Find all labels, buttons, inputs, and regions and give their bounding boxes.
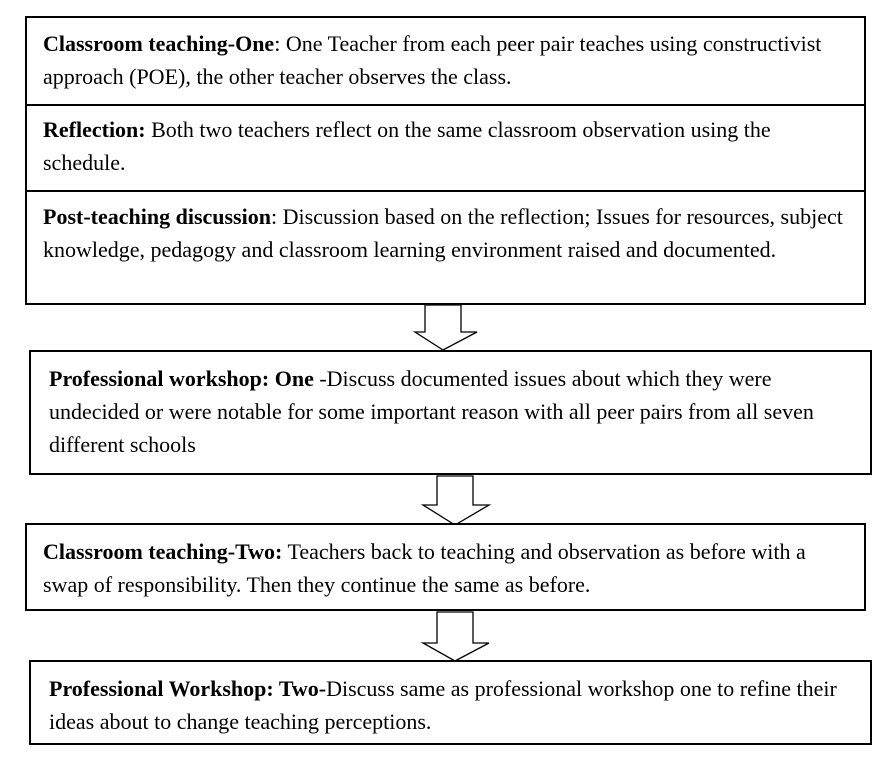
classroom-teaching-one-row bbox=[27, 18, 864, 104]
professional-workshop-one-box bbox=[29, 350, 872, 475]
classroom-teaching-two-text: Teachers back to teaching and observation as before with a swap of responsibility. Then they continue the same as before. bbox=[43, 539, 806, 597]
reflection-text: Both two teachers reflect on the same classroom observation using the schedule. bbox=[43, 117, 771, 175]
classroom-teaching-one-text: : One Teacher from each peer pair teaches using constructivist approach (POE), the other teacher observes the class. bbox=[43, 31, 822, 89]
post-teaching-discussion-row bbox=[27, 190, 864, 303]
reflection-heading: Reflection: bbox=[43, 117, 146, 142]
down-arrow-2 bbox=[420, 475, 492, 527]
professional-workshop-one-content bbox=[31, 352, 870, 461]
professional-workshop-two-heading: Professional Workshop: Two- bbox=[49, 676, 327, 701]
classroom-teaching-one-heading: Classroom teaching-One bbox=[43, 31, 275, 56]
classroom-teaching-two-heading: Classroom teaching-Two: bbox=[43, 539, 283, 564]
professional-workshop-two-text: Discuss same as professional workshop one to refine their ideas about to change teaching perceptions. bbox=[49, 676, 837, 734]
post-teaching-discussion-heading: Post-teaching discussion bbox=[43, 204, 271, 229]
classroom-teaching-two-box bbox=[25, 523, 866, 611]
down-arrow-1 bbox=[412, 304, 480, 352]
professional-workshop-one-text: -Discuss documented issues about which they were undecided or were notable for some important reason with all peer pairs from all seven different schools bbox=[49, 366, 814, 457]
down-arrow-3 bbox=[420, 611, 492, 663]
classroom-teaching-two-content bbox=[27, 525, 864, 601]
reflection-row bbox=[27, 104, 864, 190]
professional-workshop-two-content bbox=[31, 662, 870, 738]
post-teaching-discussion-text: : Discussion based on the reflection; Issues for resources, subject knowledge, pedagogy and classroom learning environment raised and documented. bbox=[43, 204, 843, 262]
professional-workshop-one-heading: Professional workshop: One bbox=[49, 366, 314, 391]
stage1-box bbox=[25, 16, 866, 305]
professional-workshop-two-box bbox=[29, 660, 872, 745]
